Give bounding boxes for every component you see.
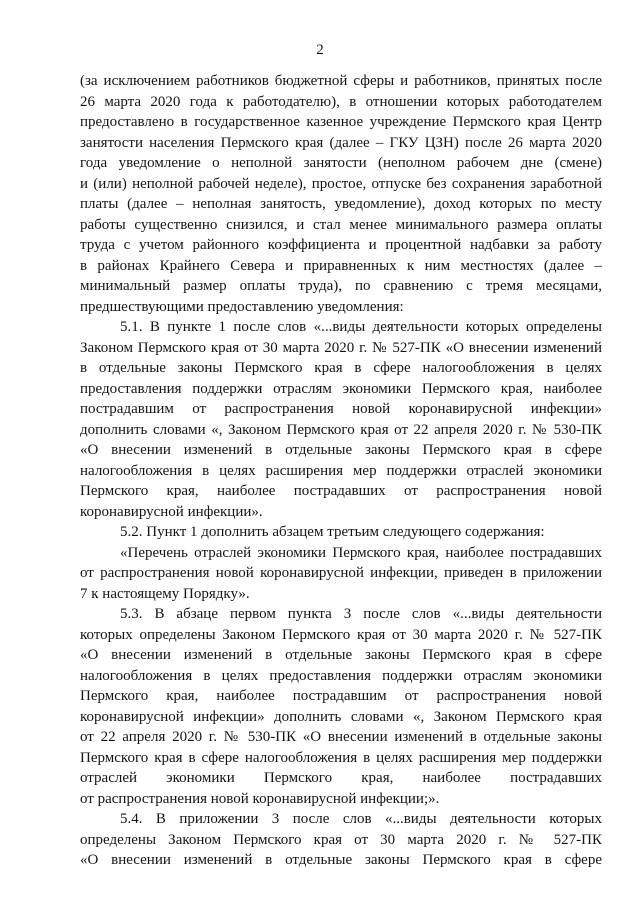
text-line: предоставлено в государственное казенное учреждение Пермского края Центр — [80, 114, 602, 130]
text-line: года уведомление о неполной занятости (неполном рабочем дне (смене) — [80, 155, 602, 171]
text-line: Пермского края, наиболее пострадавшим от распространения новой — [80, 688, 602, 704]
text-line: занятости населения Пермского края (далее – ГКУ ЦЗН) после 26 марта 2020 — [80, 134, 602, 151]
text-line: коронавирусной инфекции» дополнить словами «, Законом Пермского края — [80, 708, 602, 725]
text-line: предшествующими предоставлению уведомления: — [80, 298, 404, 315]
text-line: налогообложения в целях предоставления поддержки отраслям экономики — [80, 667, 602, 684]
text-line: Законом Пермского края от 30 марта 2020 г. № 527-ПК «О внесении изменений — [80, 339, 602, 356]
text-line: «О внесении изменений в отдельные законы Пермского края в сфере — [80, 442, 602, 458]
text-line: от 22 апреля 2020 г. № 530-ПК «О внесении изменений в отдельные законы — [80, 729, 602, 745]
text-line: в отдельные законы Пермского края в сфере налогообложения в целях — [80, 360, 602, 376]
text-line: налогообложения в целях расширения мер поддержки отраслей экономики — [80, 462, 602, 479]
text-line: от распространения новой коронавирусной инфекции, приведен в приложении — [80, 565, 602, 581]
text-line: дополнить словами «, Законом Пермского края от 22 апреля 2020 г. № 530-ПК — [80, 421, 602, 438]
text-line: и (или) неполной рабочей неделе), простое, отпуске без сохранения заработной — [80, 175, 602, 192]
text-line: 5.4. В приложении 3 после слов «...виды деятельности которых — [120, 811, 602, 827]
text-line: минимальный размер оплаты труда), по сравнению с тремя месяцами, — [80, 278, 602, 294]
text-line: 7 к настоящему Порядку». — [80, 585, 250, 602]
text-line: «О внесении изменений в отдельные законы Пермского края в сфере — [80, 647, 602, 663]
text-line: 5.2. Пункт 1 дополнить абзацем третьим следующего содержания: — [120, 524, 545, 540]
text-line: в районах Крайнего Севера и приравненных к ним местностях (далее – — [80, 257, 602, 274]
text-line: «О внесении изменений в отдельные законы Пермского края в сфере — [80, 852, 602, 868]
text-line: «Перечень отраслей экономики Пермского края, наиболее пострадавших — [120, 544, 602, 561]
text-line: 26 марта 2020 года к работодателю), в отношении которых работодателем — [80, 93, 602, 110]
text-line: работы существенно снизился, и стал менее минимального размера оплаты — [80, 216, 602, 233]
text-line: отраслей экономики Пермского края, наиболее пострадавших — [80, 770, 602, 786]
text-line: предоставления поддержки отраслям экономики Пермского края, наиболее — [80, 380, 602, 397]
text-line: (за исключением работников бюджетной сферы и работников, принятых после — [80, 73, 602, 89]
page-number: 2 — [316, 42, 324, 58]
text-line: которых определены Законом Пермского края от 30 марта 2020 г. № 527-ПК — [80, 626, 602, 643]
text-line: определены Законом Пермского края от 30 марта 2020 г. № 527-ПК — [80, 831, 602, 848]
text-line: от распространения новой коронавирусной инфекции;». — [80, 790, 440, 807]
text-line: платы (далее – неполная занятость, уведомление), доход которых по месту — [80, 196, 602, 212]
text-line: Пермского края, наиболее пострадавших от распространения новой — [80, 483, 602, 499]
text-line: 5.3. В абзаце первом пункта 3 после слов «...виды деятельности — [120, 606, 602, 622]
text-line: коронавирусной инфекции». — [80, 503, 263, 520]
document-body — [80, 71, 602, 871]
text-line: 5.1. В пункте 1 после слов «...виды деятельности которых определены — [120, 319, 602, 335]
text-line: труда с учетом районного коэффициента и процентной надбавки за работу — [80, 237, 602, 253]
text-line: Пермского края в сфере налогообложения в целях расширения мер поддержки — [80, 749, 602, 766]
text-line: пострадавшим от распространения новой коронавирусной инфекции» — [80, 401, 602, 417]
